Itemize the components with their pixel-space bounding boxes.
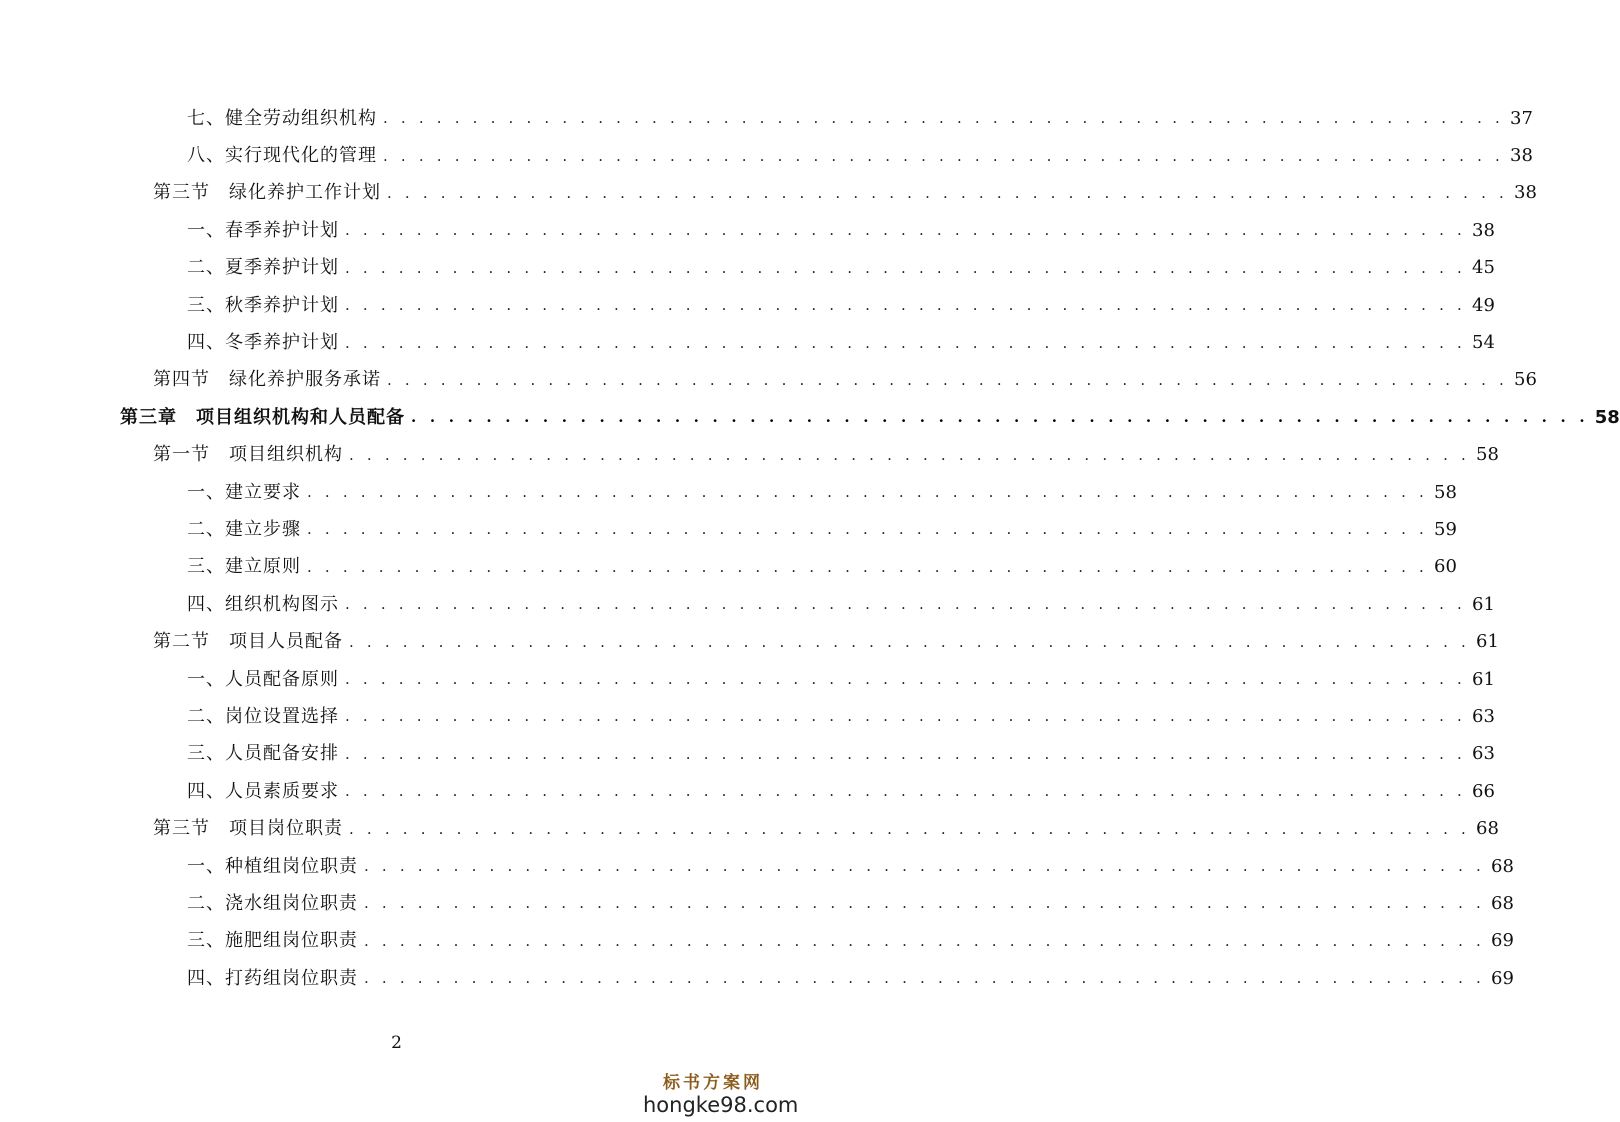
toc-entry[interactable] bbox=[0, 250, 1495, 287]
toc-entry[interactable] bbox=[0, 773, 1495, 810]
toc-entry-title: 第二节 项目人员配备 bbox=[153, 631, 343, 653]
toc-entry-title: 四、人员素质要求 bbox=[187, 780, 339, 802]
toc-entry[interactable] bbox=[0, 100, 1533, 137]
toc-entry[interactable] bbox=[0, 736, 1495, 773]
toc-leader-dots: . . . . . . . . . . . . . . . . . . . . . . . . . . . . . . . . . . . . . . . . . . . . . . . . . . . . . . . . . . . . . . . bbox=[345, 221, 1467, 240]
toc-entry-page: 61 bbox=[1472, 593, 1495, 615]
toc-entry[interactable] bbox=[0, 549, 1457, 586]
toc-leader-dots: . . . . . . . . . . . . . . . . . . . . . . . . . . . . . . . . . . . . . . . . . . . . . . . . . . . . . . . . . . . . . . . bbox=[349, 632, 1471, 651]
toc-entry-title: 第四节 绿化养护服务承诺 bbox=[153, 369, 381, 391]
toc-entry-title: 三、建立原则 bbox=[187, 556, 301, 578]
toc-leader-dots: . . . . . . . . . . . . . . . . . . . . . . . . . . . . . . . . . . . . . . . . . . . . . . . . . . . . . . . . . . . . . . . bbox=[345, 782, 1467, 801]
toc-entry-title: 三、人员配备安排 bbox=[187, 743, 339, 765]
toc-entry-title: 四、冬季养护计划 bbox=[187, 332, 339, 354]
toc-entry[interactable] bbox=[0, 399, 1620, 436]
toc-leader-dots: . . . . . . . . . . . . . . . . . . . . . . . . . . . . . . . . . . . . . . . . . . . . . . . . . . . . . . . . . . . . . . . bbox=[364, 969, 1486, 988]
toc-entry[interactable] bbox=[0, 474, 1457, 511]
table-of-contents bbox=[0, 100, 1620, 997]
toc-leader-dots: . . . . . . . . . . . . . . . . . . . . . . . . . . . . . . . . . . . . . . . . . . . . . . . . . . . . . . . . . . . . . . . bbox=[364, 894, 1486, 913]
toc-leader-dots: . . . . . . . . . . . . . . . . . . . . . . . . . . . . . . . . . . . . . . . . . . . . . . . . . . . . . . . . . . . . . . . bbox=[364, 857, 1486, 875]
toc-entry-page: 59 bbox=[1434, 518, 1457, 540]
toc-entry-title: 一、人员配备原则 bbox=[187, 668, 339, 690]
toc-entry[interactable] bbox=[0, 885, 1514, 922]
toc-entry-title: 第三节 项目岗位职责 bbox=[153, 818, 343, 840]
toc-entry[interactable] bbox=[0, 287, 1495, 324]
toc-entry[interactable] bbox=[0, 623, 1499, 660]
toc-entry-title: 一、种植组岗位职责 bbox=[187, 855, 358, 877]
toc-leader-dots: . . . . . . . . . . . . . . . . . . . . . . . . . . . . . . . . . . . . . . . . . . . . . . . . . . . . . . . . . . . . . . . bbox=[345, 333, 1467, 352]
toc-entry-page: 45 bbox=[1472, 257, 1495, 279]
toc-leader-dots: . . . . . . . . . . . . . . . . . . . . . . . . . . . . . . . . . . . . . . . . . . . . . . . . . . . . . . . . . . . . . . . bbox=[383, 109, 1505, 128]
toc-entry-page: 49 bbox=[1472, 294, 1495, 316]
toc-entry[interactable] bbox=[0, 437, 1499, 474]
toc-entry[interactable] bbox=[0, 324, 1495, 361]
toc-entry[interactable] bbox=[0, 810, 1499, 847]
toc-leader-dots: . . . . . . . . . . . . . . . . . . . . . . . . . . . . . . . . . . . . . . . . . . . . . . . . . . . . . . . . . . . . . . . bbox=[307, 483, 1429, 502]
toc-entry[interactable] bbox=[0, 362, 1537, 399]
toc-entry-page: 68 bbox=[1491, 855, 1514, 877]
toc-entry-page: 68 bbox=[1476, 818, 1499, 840]
toc-leader-dots: . . . . . . . . . . . . . . . . . . . . . . . . . . . . . . . . . . . . . . . . . . . . . . . . . . . . . . . . . . . . . . . bbox=[345, 258, 1467, 277]
watermark-title: 标书方案网 bbox=[663, 1073, 763, 1093]
toc-entry-title: 八、实行现代化的管理 bbox=[187, 145, 377, 167]
toc-entry-title: 二、建立步骤 bbox=[187, 518, 301, 540]
toc-entry-title: 第三章 项目组织机构和人员配备 bbox=[120, 406, 405, 428]
toc-entry-page: 63 bbox=[1472, 705, 1495, 727]
toc-entry-page: 68 bbox=[1491, 892, 1514, 914]
toc-entry-page: 60 bbox=[1434, 556, 1457, 578]
toc-entry-title: 七、健全劳动组织机构 bbox=[187, 107, 377, 129]
toc-entry-page: 63 bbox=[1472, 743, 1495, 765]
toc-entry-page: 58 bbox=[1476, 444, 1499, 466]
toc-leader-dots: . . . . . . . . . . . . . . . . . . . . . . . . . . . . . . . . . . . . . . . . . . . . . . . . . . . . . . . . . . . . . . . bbox=[349, 445, 1471, 464]
toc-entry-page: 56 bbox=[1514, 369, 1537, 391]
toc-entry-title: 第三节 绿化养护工作计划 bbox=[153, 182, 381, 204]
toc-entry-page: 69 bbox=[1491, 930, 1514, 952]
toc-entry[interactable] bbox=[0, 698, 1495, 735]
toc-entry-title: 二、夏季养护计划 bbox=[187, 257, 339, 279]
toc-entry-title: 二、岗位设置选择 bbox=[187, 705, 339, 727]
toc-entry-page: 38 bbox=[1472, 219, 1495, 241]
toc-entry-page: 66 bbox=[1472, 780, 1495, 802]
toc-entry-page: 54 bbox=[1472, 332, 1495, 354]
toc-entry-title: 一、春季养护计划 bbox=[187, 219, 339, 241]
toc-leader-dots: . . . . . . . . . . . . . . . . . . . . . . . . . . . . . . . . . . . . . . . . . . . . . . . . . . . . . . . . . . . . . . . bbox=[411, 408, 1589, 427]
toc-leader-dots: . . . . . . . . . . . . . . . . . . . . . . . . . . . . . . . . . . . . . . . . . . . . . . . . . . . . . . . . . . . . . . . bbox=[345, 296, 1467, 315]
toc-leader-dots: . . . . . . . . . . . . . . . . . . . . . . . . . . . . . . . . . . . . . . . . . . . . . . . . . . . . . . . . . . . . . . . bbox=[345, 670, 1467, 689]
toc-entry-page: 58 bbox=[1594, 406, 1620, 428]
toc-leader-dots: . . . . . . . . . . . . . . . . . . . . . . . . . . . . . . . . . . . . . . . . . . . . . . . . . . . . . . . . . . . . . . . bbox=[387, 183, 1509, 202]
toc-entry[interactable] bbox=[0, 661, 1495, 698]
toc-entry-page: 37 bbox=[1510, 107, 1533, 129]
toc-entry-title: 三、秋季养护计划 bbox=[187, 294, 339, 316]
toc-entry-title: 三、施肥组岗位职责 bbox=[187, 930, 358, 952]
page-number: 2 bbox=[391, 1033, 402, 1053]
toc-entry-page: 69 bbox=[1491, 967, 1514, 989]
toc-leader-dots: . . . . . . . . . . . . . . . . . . . . . . . . . . . . . . . . . . . . . . . . . . . . . . . . . . . . . . . . . . . . . . . bbox=[387, 370, 1509, 389]
toc-entry-page: 61 bbox=[1472, 668, 1495, 690]
toc-leader-dots: . . . . . . . . . . . . . . . . . . . . . . . . . . . . . . . . . . . . . . . . . . . . . . . . . . . . . . . . . . . . . . . bbox=[307, 520, 1429, 539]
toc-entry[interactable] bbox=[0, 586, 1495, 623]
toc-leader-dots: . . . . . . . . . . . . . . . . . . . . . . . . . . . . . . . . . . . . . . . . . . . . . . . . . . . . . . . . . . . . . . . bbox=[345, 595, 1467, 614]
watermark-logo bbox=[643, 1068, 799, 1117]
toc-entry-title: 四、组织机构图示 bbox=[187, 593, 339, 615]
toc-leader-dots: . . . . . . . . . . . . . . . . . . . . . . . . . . . . . . . . . . . . . . . . . . . . . . . . . . . . . . . . . . . . . . . bbox=[383, 146, 1505, 165]
toc-entry-title: 四、打药组岗位职责 bbox=[187, 967, 358, 989]
toc-leader-dots: . . . . . . . . . . . . . . . . . . . . . . . . . . . . . . . . . . . . . . . . . . . . . . . . . . . . . . . . . . . . . . . bbox=[345, 707, 1467, 726]
toc-entry[interactable] bbox=[0, 960, 1514, 997]
toc-entry-page: 38 bbox=[1514, 182, 1537, 204]
toc-entry[interactable] bbox=[0, 511, 1457, 548]
toc-entry-title: 第一节 项目组织机构 bbox=[153, 444, 343, 466]
toc-entry-page: 58 bbox=[1434, 481, 1457, 503]
toc-entry-title: 二、浇水组岗位职责 bbox=[187, 892, 358, 914]
toc-entry[interactable] bbox=[0, 212, 1495, 249]
toc-entry-page: 61 bbox=[1476, 631, 1499, 653]
toc-leader-dots: . . . . . . . . . . . . . . . . . . . . . . . . . . . . . . . . . . . . . . . . . . . . . . . . . . . . . . . . . . . . . . . bbox=[345, 744, 1467, 763]
toc-leader-dots: . . . . . . . . . . . . . . . . . . . . . . . . . . . . . . . . . . . . . . . . . . . . . . . . . . . . . . . . . . . . . . . bbox=[364, 931, 1486, 950]
toc-entry-page: 38 bbox=[1510, 145, 1533, 167]
toc-entry-title: 一、建立要求 bbox=[187, 481, 301, 503]
toc-entry[interactable] bbox=[0, 137, 1533, 174]
watermark-url: hongke98.com bbox=[643, 1093, 799, 1117]
toc-entry[interactable] bbox=[0, 923, 1514, 960]
toc-leader-dots: . . . . . . . . . . . . . . . . . . . . . . . . . . . . . . . . . . . . . . . . . . . . . . . . . . . . . . . . . . . . . . . bbox=[307, 557, 1429, 576]
toc-leader-dots: . . . . . . . . . . . . . . . . . . . . . . . . . . . . . . . . . . . . . . . . . . . . . . . . . . . . . . . . . . . . . . . bbox=[349, 819, 1471, 838]
toc-entry[interactable] bbox=[0, 175, 1537, 212]
toc-entry[interactable] bbox=[0, 848, 1514, 885]
